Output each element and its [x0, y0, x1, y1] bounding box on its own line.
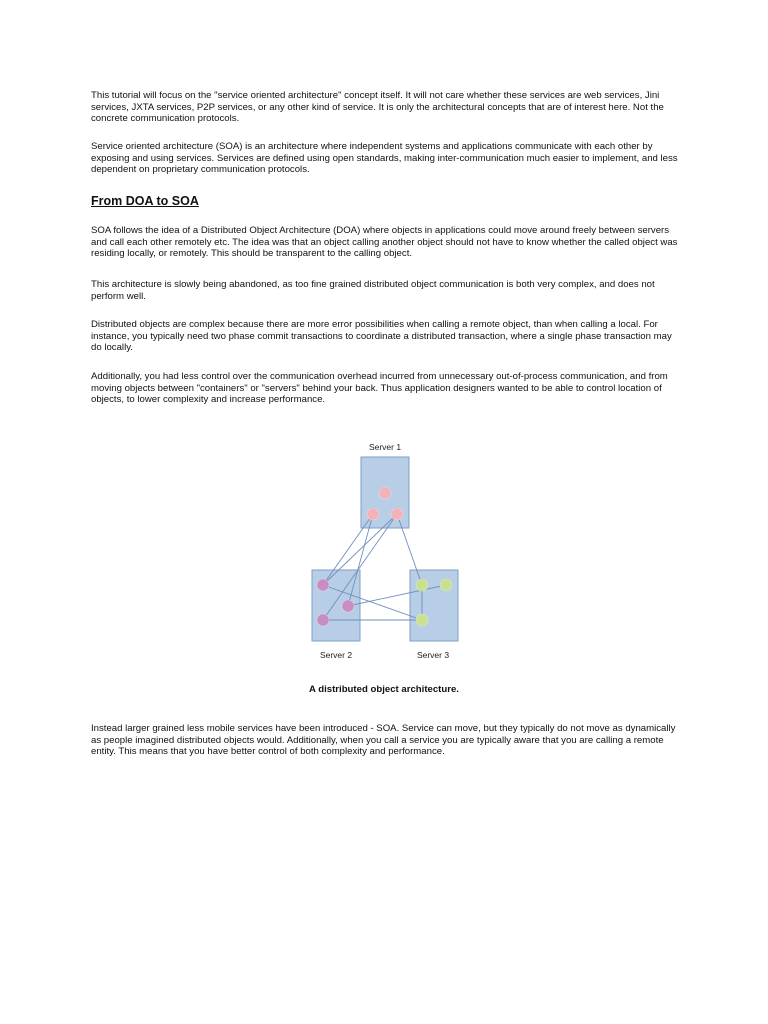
paragraph-soa-follows-doa: SOA follows the idea of a Distributed Object Architecture (DOA) where objects in applications could move around freely between servers and call each other remotely etc. The idea was that an object calling another object should not have to know whether the called object was residing locally, or remotely. This should be transparent to the calling object.: [91, 225, 678, 260]
server-3-box: [410, 570, 458, 641]
server-2-object-middle: [342, 600, 354, 612]
intro-paragraph-2: Service oriented architecture (SOA) is an architecture where independent systems and applications communicate with each other by exposing and using services. Services are defined using open standards, making inter-communication much easier to implement, and less dependent on proprietary communication protocols.: [91, 141, 678, 176]
server-1-object-right: [391, 508, 403, 520]
doa-diagram-svg: [300, 436, 480, 666]
intro-paragraph-1: This tutorial will focus on the "service oriented architecture" concept itself. It will not care whether these services are web services, Jini services, JXTA services, P2P services, or any other kind of service. It is only the architectural concepts that are of interest here. Not the concrete communication protocols.: [91, 90, 664, 125]
paragraph-distributed-objects-complex: Distributed objects are complex because there are more error possibilities when calling a remote object, than when calling a local. For instance, you typically need two phase commit transactions to coordinate a distributed transaction, where a single phase transaction may do locally.: [91, 319, 672, 354]
server-3-object-bottom: [416, 614, 428, 626]
server-2-object-top: [317, 579, 329, 591]
server-1-object-left: [367, 508, 379, 520]
doa-diagram: [300, 436, 480, 666]
server-3-object-top-right: [440, 579, 452, 591]
server-1-object-top: [379, 487, 391, 499]
server-3-object-top-left: [416, 579, 428, 591]
server-2-label: Server 2: [319, 650, 353, 660]
server-3-label: Server 3: [416, 650, 450, 660]
figure-caption: A distributed object architecture.: [309, 684, 459, 695]
server-1-label: Server 1: [368, 442, 402, 452]
paragraph-instead-soa: Instead larger grained less mobile services have been introduced - SOA. Service can move, but they typically do not move as dynamically as people imagined distributed objects would. Additionally, when you call a service you are typically aware that you are calling a remote entity. This means that you have better control of both complexity and performance.: [91, 723, 676, 758]
section-heading: From DOA to SOA: [91, 194, 199, 208]
paragraph-architecture-abandoned: This architecture is slowly being abandoned, as too fine grained distributed object communication is both very complex, and does not perform well.: [91, 279, 655, 302]
paragraph-less-control: Additionally, you had less control over the communication overhead incurred from unnecessary out-of-process communication, and from moving objects between "containers" or "servers" behind your back. Thus application designers wanted to be able to control location of objects, to lower complexity and increase performance.: [91, 371, 668, 406]
server-2-object-bottom: [317, 614, 329, 626]
